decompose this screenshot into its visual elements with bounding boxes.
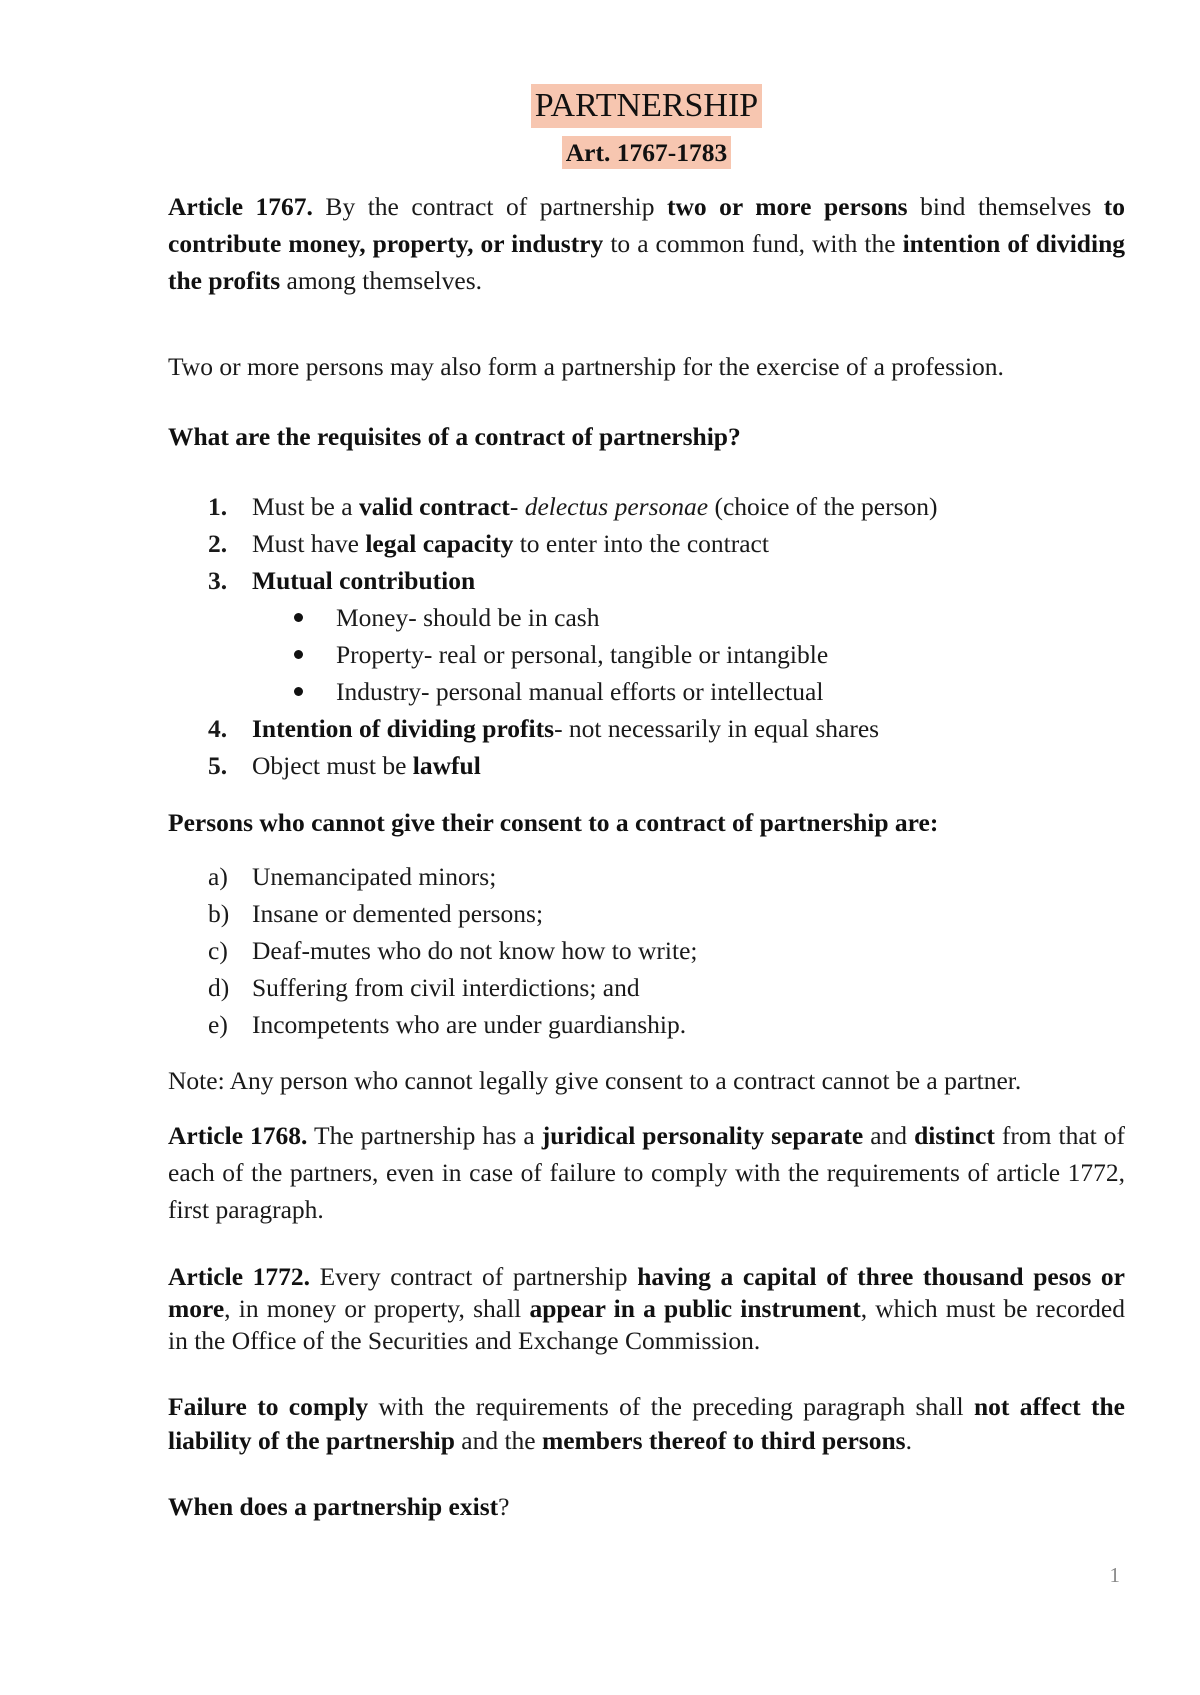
bullet-text: Industry- personal manual efforts or intellectual — [336, 677, 824, 706]
list-number: 2. — [208, 529, 228, 558]
text-run: - not necessarily in equal shares — [554, 714, 880, 743]
bold-run: valid contract — [358, 492, 510, 521]
bold-run: members thereof to third persons — [542, 1426, 906, 1455]
failure-paragraph — [168, 1390, 1125, 1458]
page-subtitle: Art. 1767-1783 — [562, 136, 731, 169]
list-item — [168, 488, 1125, 525]
subtitle-container — [168, 134, 1125, 171]
article-1772-label: Article 1772. — [168, 1262, 311, 1291]
text-run: , in money or property, shall — [224, 1294, 530, 1323]
list-item — [168, 969, 1125, 1006]
text-run: , which must be recorded in the Office of the Securities and Exchange Commission. — [168, 1294, 1125, 1355]
bold-run: intention of dividing the profits — [168, 229, 1125, 295]
italic-run: delectus personae — [524, 492, 709, 521]
article-1767-paragraph — [168, 188, 1125, 299]
text-run: among themselves. — [280, 266, 482, 295]
note-paragraph: Note: Any person who cannot legally give consent to a contract cannot be a partner. — [168, 1066, 1022, 1095]
list-item — [168, 747, 1125, 784]
bullet-dot-icon — [294, 687, 303, 696]
text-run: Every contract of partnership — [310, 1262, 638, 1291]
list-text: Unemancipated minors; — [252, 862, 497, 891]
text-run: Must be a — [252, 492, 359, 521]
list-letter: b) — [208, 899, 230, 928]
heading-text: Persons who cannot give their consent to a contract of partnership are: — [168, 808, 939, 837]
text-run: By the contract of partnership — [312, 192, 667, 221]
bold-run: Failure to comply — [168, 1392, 369, 1421]
text-run: Object must be — [252, 751, 413, 780]
list-number: 4. — [208, 714, 228, 743]
text-run: - — [509, 492, 525, 521]
text-run: and the — [454, 1426, 542, 1455]
bold-run: legal capacity — [365, 529, 514, 558]
list-text: Insane or demented persons; — [252, 899, 544, 928]
bullet-item — [168, 673, 1125, 710]
bold-run: distinct — [914, 1121, 995, 1150]
list-letter: a) — [208, 862, 228, 891]
requisites-heading — [168, 418, 1125, 455]
page-number: 1 — [1109, 1563, 1120, 1587]
bullet-text: Property- real or personal, tangible or intangible — [336, 640, 829, 669]
title-container — [168, 84, 1125, 128]
article-1768-paragraph — [168, 1117, 1125, 1228]
heading-text: What are the requisites of a contract of partnership? — [168, 422, 741, 451]
text-run: (choice of the person) — [708, 492, 938, 521]
list-item — [168, 932, 1125, 969]
list-letter: c) — [208, 936, 228, 965]
text-run: . — [905, 1426, 912, 1455]
bold-run: to contribute money, property, or industry — [168, 192, 1126, 258]
document-page — [168, 0, 1125, 1695]
requisites-list-continued — [168, 710, 1125, 784]
list-item — [168, 525, 1125, 562]
article-1767-label: Article 1767. — [168, 192, 313, 221]
article-1768-label: Article 1768. — [168, 1121, 308, 1150]
article-1772-paragraph — [168, 1261, 1125, 1357]
list-number: 5. — [208, 751, 228, 780]
list-number: 1. — [208, 492, 228, 521]
list-number: 3. — [208, 566, 228, 595]
bold-run: Intention of dividing profits — [252, 714, 555, 743]
page-title: PARTNERSHIP — [531, 84, 762, 128]
bullet-dot-icon — [294, 613, 303, 622]
bullet-item — [168, 636, 1125, 673]
list-item — [168, 710, 1125, 747]
list-item — [168, 562, 1125, 599]
profession-paragraph: Two or more persons may also form a partnership for the exercise of a profession. — [168, 352, 1004, 381]
list-item — [168, 858, 1125, 895]
text-run: to enter into the contract — [513, 529, 769, 558]
bullet-text: Money- should be in cash — [336, 603, 600, 632]
list-text: Incompetents who are under guardianship. — [252, 1010, 687, 1039]
list-item — [168, 895, 1125, 932]
contribution-bullets — [168, 599, 1125, 710]
persons-heading — [168, 804, 1125, 841]
text-run: and — [863, 1121, 915, 1150]
text-run: with the requirements of the preceding paragraph shall — [368, 1392, 974, 1421]
text-run: from that of each of the partners, even in case of failure to comply with the requirements of article 1772, first paragraph. — [168, 1121, 1125, 1224]
persons-list — [168, 858, 1125, 1043]
bold-run: juridical personality separate — [541, 1121, 864, 1150]
exist-question — [168, 1488, 1125, 1525]
bold-run: appear in a public instrument — [529, 1294, 861, 1323]
text-run: ? — [498, 1492, 510, 1521]
bold-run: having a capital of three thousand pesos or more — [168, 1262, 1125, 1323]
text-run: The partnership has a — [307, 1121, 542, 1150]
list-text: Deaf-mutes who do not know how to write; — [252, 936, 698, 965]
text-run: to a common fund, with the — [603, 229, 903, 258]
bold-run: lawful — [412, 751, 481, 780]
list-letter: e) — [208, 1010, 228, 1039]
list-letter: d) — [208, 973, 230, 1002]
list-text: Suffering from civil interdictions; and — [252, 973, 640, 1002]
bold-run: not affect the liability of the partnership — [168, 1392, 1125, 1455]
bullet-dot-icon — [294, 650, 303, 659]
text-run: bind themselves — [907, 192, 1104, 221]
bold-run: When does a partnership exist — [168, 1492, 499, 1521]
list-item — [168, 1006, 1125, 1043]
bold-run: two or more persons — [667, 192, 908, 221]
text-run: Must have — [252, 529, 366, 558]
requisites-list — [168, 488, 1125, 599]
bold-run: Mutual contribution — [252, 566, 476, 595]
bullet-item — [168, 599, 1125, 636]
